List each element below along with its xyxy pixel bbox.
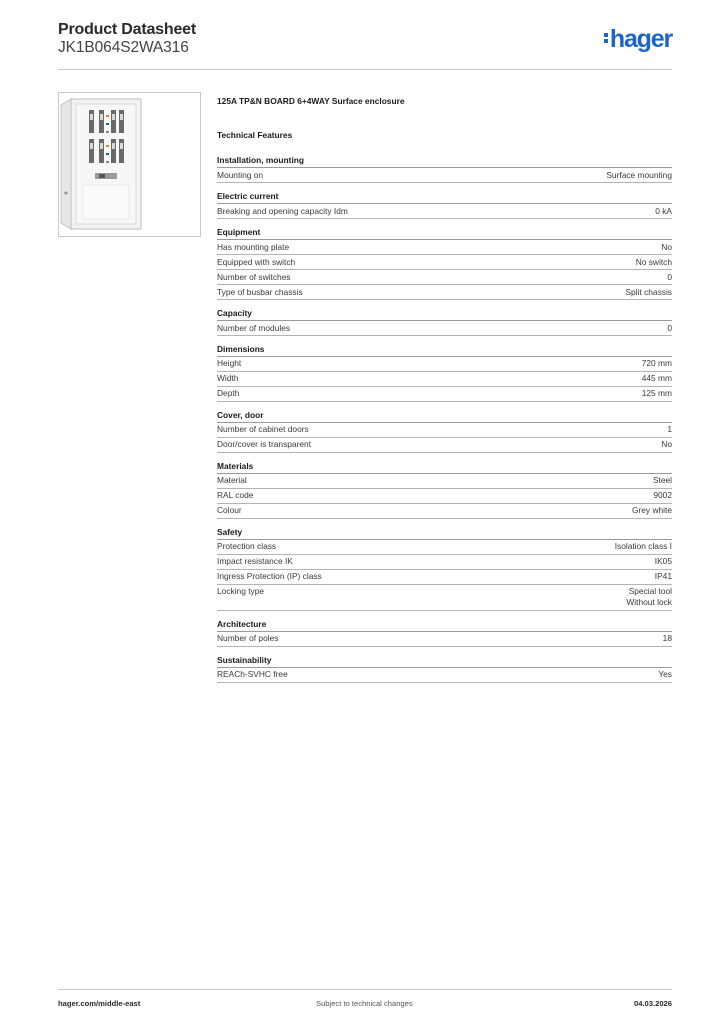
feature-value: 0 [667,322,672,333]
feature-section [217,526,672,611]
section-title: Safety [217,526,672,540]
product-code: JK1B064S2WA316 [58,39,189,56]
feature-row [217,357,672,372]
feature-row [217,321,672,336]
feature-value: Special tool Without lock [626,586,672,608]
datasheet-content [217,92,672,690]
feature-value: 445 mm [641,373,672,384]
feature-label: Door/cover is transparent [217,439,312,450]
section-title: Materials [217,460,672,474]
feature-label: Depth [217,388,240,399]
footer-notice: Subject to technical changes [316,999,413,1008]
feature-label: Locking type [217,586,265,597]
section-title: Sustainability [217,654,672,668]
feature-label: Material [217,475,247,486]
feature-label: Breaking and opening capacity Idm [217,205,348,216]
feature-row [217,255,672,270]
feature-section [217,154,672,183]
page-header [58,21,672,70]
feature-label: Number of poles [217,633,279,644]
page-footer [58,989,672,1014]
product-name: 125A TP&N BOARD 6+4WAY Surface enclosure [217,96,405,106]
feature-label: Type of busbar chassis [217,286,303,297]
section-title: Capacity [217,307,672,321]
feature-row [217,372,672,387]
feature-section [217,226,672,300]
feature-label: Equipped with switch [217,256,296,267]
feature-row [217,474,672,489]
feature-value: Steel [652,475,672,486]
feature-section [217,307,672,336]
feature-label: Number of cabinet doors [217,424,309,435]
feature-row [217,489,672,504]
feature-row [217,555,672,570]
feature-section [217,654,672,683]
feature-section [217,460,672,519]
hager-logo: hager [604,27,672,52]
feature-label: Has mounting plate [217,241,290,252]
feature-row [217,285,672,300]
feature-row [217,240,672,255]
feature-label: Impact resistance IK [217,556,293,567]
footer-website[interactable]: hager.com/middle-east [58,999,141,1008]
feature-section [217,409,672,453]
feature-row [217,585,672,611]
feature-label: Protection class [217,541,277,552]
feature-section [217,190,672,219]
section-title: Installation, mounting [217,154,672,168]
feature-value: 9002 [653,490,672,501]
feature-value: 720 mm [641,358,672,369]
feature-label: REACh-SVHC free [217,669,288,680]
feature-row [217,270,672,285]
feature-label: Number of modules [217,322,291,333]
feature-value: 18 [662,633,672,644]
section-title: Equipment [217,226,672,240]
feature-label: Colour [217,505,242,516]
feature-value: No [661,439,672,450]
logo-dots-icon [604,31,609,45]
product-image [58,92,201,237]
page-title: Product Datasheet [58,21,196,38]
section-title: Electric current [217,190,672,204]
feature-value: 125 mm [641,388,672,399]
feature-label: Ingress Protection (IP) class [217,571,322,582]
feature-row [217,540,672,555]
feature-value: IK05 [654,556,672,567]
section-title: Architecture [217,618,672,632]
feature-value: 0 [667,271,672,282]
feature-row [217,668,672,683]
section-title: Dimensions [217,343,672,357]
feature-value: Split chassis [625,286,672,297]
feature-label: Height [217,358,242,369]
feature-section [217,343,672,402]
feature-value: 0 kA [655,205,672,216]
feature-row [217,632,672,647]
feature-value: No switch [635,256,672,267]
feature-sections [217,154,672,683]
feature-value: Grey white [631,505,672,516]
feature-row [217,387,672,402]
feature-value: Yes [658,669,672,680]
feature-label: Width [217,373,239,384]
feature-row [217,423,672,438]
feature-label: Number of switches [217,271,291,282]
feature-row [217,438,672,453]
feature-value: IP41 [654,571,672,582]
feature-value: 1 [667,424,672,435]
feature-label: RAL code [217,490,254,501]
feature-row [217,504,672,519]
feature-value: Isolation class I [614,541,672,552]
feature-value: Surface mounting [606,169,672,180]
section-title: Cover, door [217,409,672,423]
feature-row [217,204,672,219]
feature-section [217,618,672,647]
technical-features-heading: Technical Features [217,130,293,140]
distribution-board-image [59,93,200,236]
feature-row [217,168,672,183]
feature-value: No [661,241,672,252]
feature-label: Mounting on [217,169,264,180]
feature-row [217,570,672,585]
footer-date: 04.03.2026 [633,999,672,1008]
